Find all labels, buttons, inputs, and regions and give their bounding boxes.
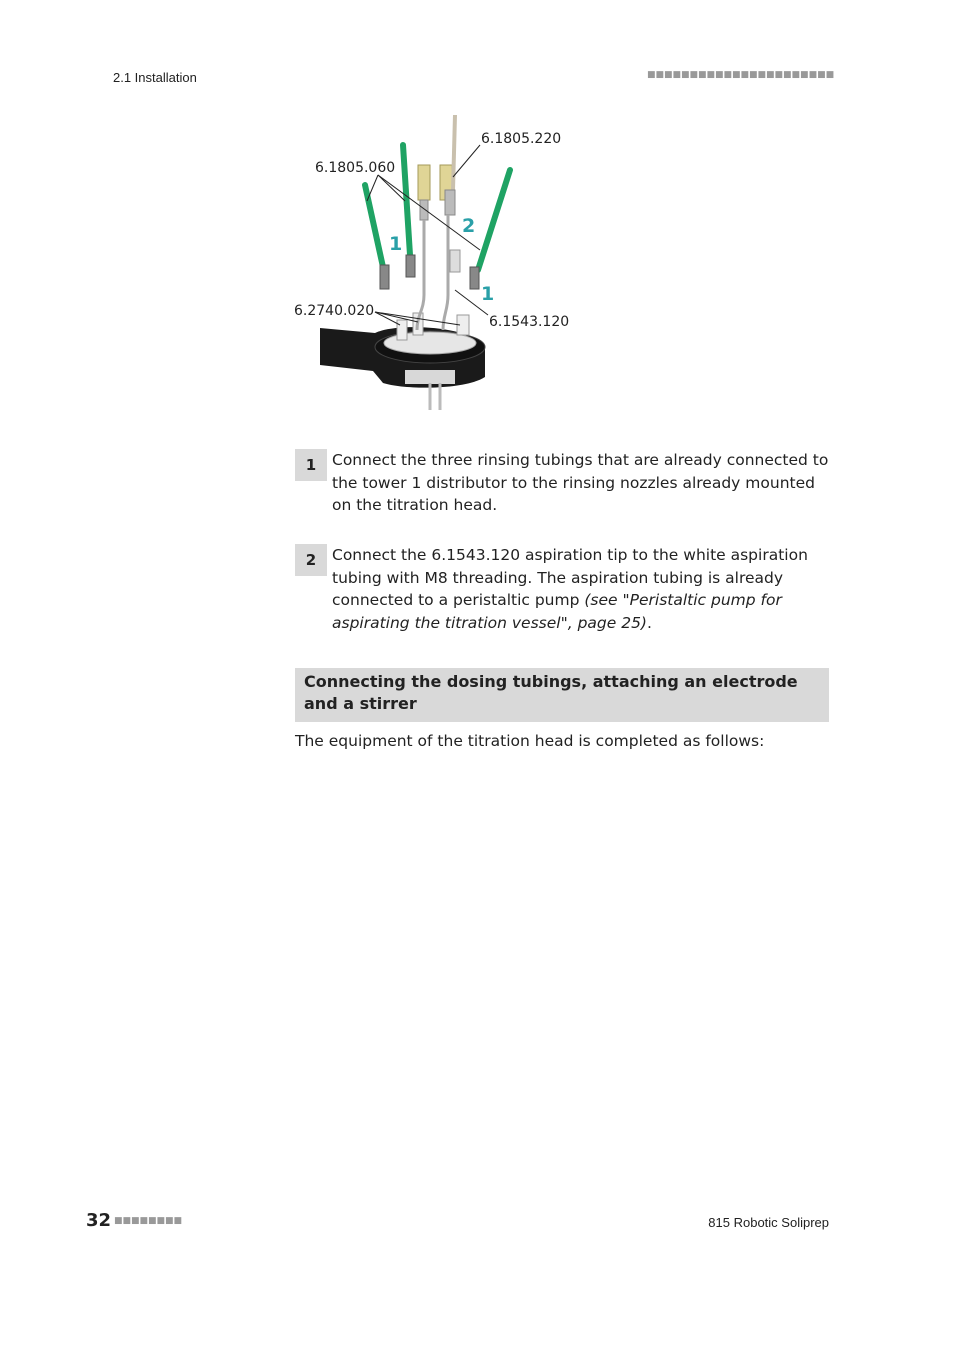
- aspiration-tubing: [453, 115, 455, 190]
- page-number: 32: [86, 1210, 112, 1231]
- footer-decoration: ■■■■■■■■: [114, 1216, 183, 1226]
- tube-fitting: [406, 255, 415, 277]
- step-text: Connect the 6.1543.120 aspiration tip to the white aspiration tubing with M8 threading. The aspiration tubing is already connected to a peristaltic pump (see "Peristaltic pump for aspirating the titration vessel", page 25).: [332, 546, 808, 632]
- product-name: 815 Robotic Soliprep: [708, 1215, 829, 1230]
- part-label: 6.1805.060: [315, 160, 396, 176]
- tube-fitting: [380, 265, 389, 289]
- step-text: Connect the three rinsing tubings that are already connected to the tower 1 distributor to the rinsing nozzles already mounted on the titration head.: [332, 451, 829, 514]
- cross-reference: (see "Peristaltic pump for aspirating the titration vessel", page 25): [332, 591, 782, 632]
- section-heading-bar: [295, 668, 829, 722]
- intro-paragraph: The equipment of the titration head is completed as follows:: [295, 732, 765, 750]
- rinsing-tube: [478, 170, 510, 270]
- tube-fitting: [470, 267, 479, 289]
- step-2: [295, 544, 829, 636]
- step-1: [295, 449, 829, 519]
- step-number: 2: [295, 544, 327, 576]
- callout-number: 1: [481, 283, 495, 305]
- adapter-yellow: [418, 165, 430, 200]
- part-label: 6.1805.220: [481, 131, 562, 147]
- rinsing-tube: [365, 185, 383, 267]
- step-number: 1: [295, 449, 327, 481]
- titration-head-illustration: [285, 115, 605, 420]
- running-header-section: 2.1 Installation: [113, 70, 197, 85]
- callout-number: 1: [389, 233, 403, 255]
- header-decoration: ■■■■■■■■■■■■■■■■■■■■■■: [647, 70, 835, 80]
- part-label: 6.1543.120: [489, 314, 570, 330]
- titration-head-figure: [285, 115, 605, 420]
- nozzle: [397, 320, 407, 340]
- aspiration-tip: [450, 250, 460, 272]
- part-label: 6.2740.020: [294, 303, 375, 319]
- callout-number: 2: [462, 215, 476, 237]
- head-lower: [405, 370, 455, 384]
- section-title: Connecting the dosing tubings, attaching an electrode and a stirrer: [304, 672, 798, 713]
- step-text-plain: Connect the 6.1543.120 aspiration tip to the white aspiration tubing with M8 threading. The aspiration tubing is already connected to a peristaltic pump: [332, 546, 808, 609]
